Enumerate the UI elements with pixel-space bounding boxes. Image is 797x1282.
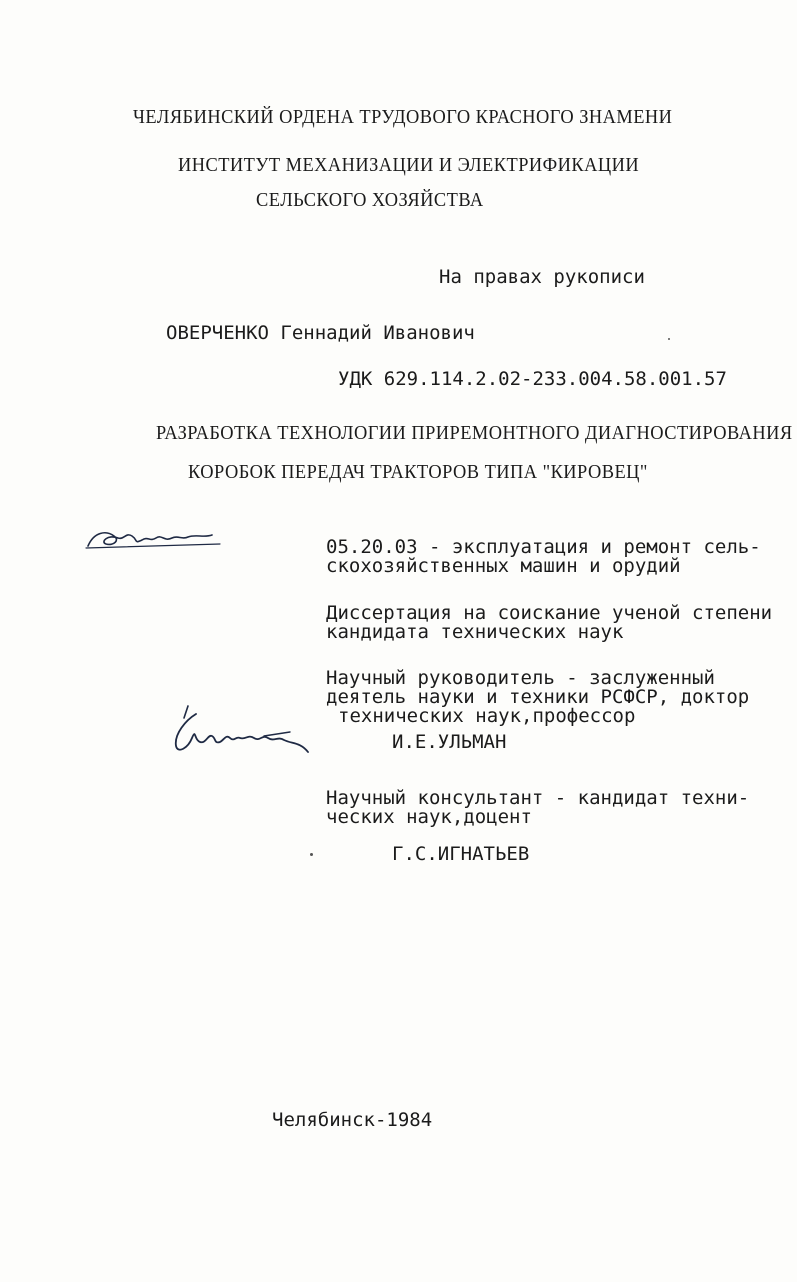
stray-mark	[310, 853, 313, 856]
consultant-line-1: Научный консультант - кандидат техни-	[326, 787, 750, 809]
specialty-line-1: 05.20.03 - эксплуатация и ремонт сель-	[326, 536, 761, 558]
author-name: ОВЕРЧЕНКО Геннадий Иванович	[166, 322, 475, 344]
udk-code: УДК 629.114.2.02-233.004.58.001.57	[338, 368, 727, 390]
title-line-2: КОРОБОК ПЕРЕДАЧ ТРАКТОРОВ ТИПА "КИРОВЕЦ"	[188, 461, 648, 483]
supervisor-name: И.Е.УЛЬМАН	[392, 731, 507, 753]
title-line-1: РАЗРАБОТКА ТЕХНОЛОГИИ ПРИРЕМОНТНОГО ДИАГНОСТИРОВАНИЯ	[156, 422, 793, 444]
dissertation-line-2: кандидата технических наук	[326, 621, 624, 643]
stray-mark	[668, 338, 670, 340]
consultant-line-2: ческих наук,доцент	[326, 806, 532, 828]
institution-line-1: ЧЕЛЯБИНСКИЙ ОРДЕНА ТРУДОВОГО КРАСНОГО ЗНАМЕНИ	[133, 106, 673, 128]
manuscript-note: На правах рукописи	[439, 266, 645, 288]
supervisor-line-3: технических наук,профессор	[338, 705, 636, 727]
author-signature	[84, 526, 224, 552]
supervisor-line-1: Научный руководитель - заслуженный	[326, 667, 715, 689]
specialty-line-2: скохозяйственных машин и орудий	[326, 555, 681, 577]
dissertation-line-1: Диссертация на соискание ученой степени	[326, 602, 773, 624]
consultant-name: Г.С.ИГНАТЬЕВ	[392, 843, 530, 865]
institution-line-3: СЕЛЬСКОГО ХОЗЯЙСТВА	[256, 189, 484, 211]
institution-line-2: ИНСТИТУТ МЕХАНИЗАЦИИ И ЭЛЕКТРИФИКАЦИИ	[178, 154, 640, 176]
supervisor-line-2: деятель науки и техники РСФСР, доктор	[326, 686, 750, 708]
city-year: Челябинск-1984	[272, 1109, 433, 1131]
supervisor-signature	[166, 700, 316, 760]
